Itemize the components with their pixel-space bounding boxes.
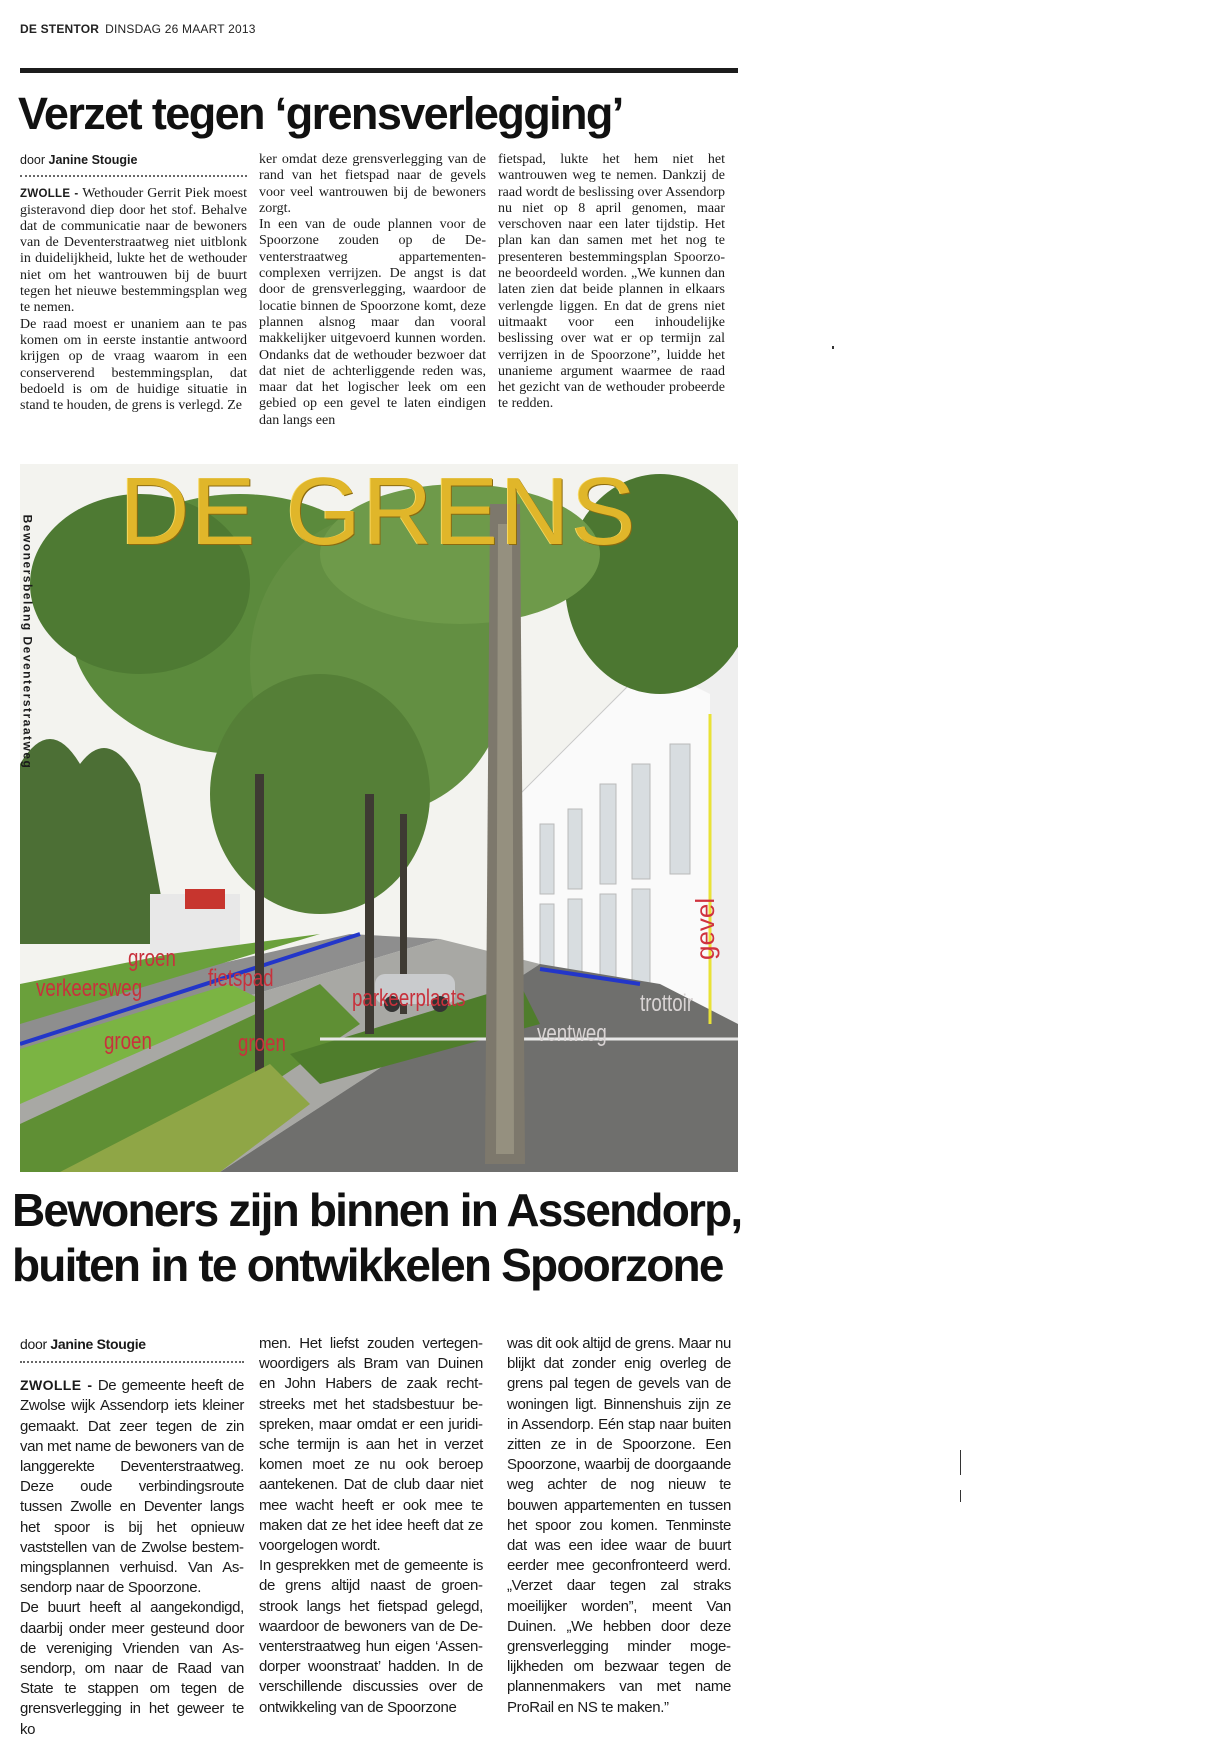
article1-paragraph: ker omdat deze grensverlegging van de rand van het fietspad naar de gevels voor veel wantrouwen bij de bewoners zorgt. [259,152,486,216]
top-rule [20,68,738,73]
article1-column-2 [259,152,486,429]
article1-headline: Verzet tegen ‘grensverlegging’ [18,88,623,139]
scan-mark [960,1490,961,1502]
article2-paragraph: In gesprekken met de gemeente is de grens altijd naast de groenstrook langs het fietspad gelegd, waardoor de bewoners van de Deventerstraatweg hun eigen ‘Assendorper woonstraat’ hadden. In de verschillende discussies over de ontwikkeling van de Spoorzone [259,1557,483,1716]
article1-paragraph [20,186,247,316]
article1-byline [20,152,247,168]
byline-prefix: door [20,1336,47,1352]
scan-mark [832,346,834,349]
label-gevel: gevel [690,897,720,960]
article2-column-2 [259,1334,483,1718]
byline-prefix: door [20,153,46,167]
masthead [20,22,256,36]
scan-mark [960,1450,961,1475]
article1-paragraph: fietspad, lukte het hem niet het wantrouwen weg te nemen. Dankzij de raad wordt de beslissing over Assendorp nu niet op 8 april genomen, maar verschoven naar een later tijdstip. Het plan kan dan samen met het nog te presenteren bestemmingsplan Spoorzone beoordeeld worden. „We kunnen dan laten zien dat beide plannen in elkaars verlengde liggen. En dat de grens niet uitmaakt voor een inhoudelijke beslissing over wat er op termijn zal verrijzen in de Spoorzone”, luidde het unanieme argument waarmee de raad het gezicht van de wethouder probeerde te redden. [498,152,725,412]
dateline: ZWOLLE - [20,188,79,201]
byline-author: Janine Stougie [50,1336,146,1352]
byline-divider [20,175,247,177]
label-verkeersweg: verkeersweg [36,975,143,1002]
paragraph-text: Wethouder Gerrit Piek moest gisteravond diep door het stof. Behalve dat de communicatie naar de bewoners van de Deventerstraatweg niet uitblonk in duidelijkheid, lukte het de wethouder niet om het wantrouwen bij de buurt tegen het nieuwe bestemmingsplan weg te nemen. [20,186,248,316]
article2-paragraph: was dit ook altijd de grens. Maar nu blijkt dat zonder enig overleg de grens pal tegen de gevels van de woningen ligt. Binnenshuis zijn ze in Assendorp. Eén stap naar buiten zitten ze in de Spoorzone. Een Spoorzone, waarbij de doorgaande weg achter de nog nieuw te bouwen appartementen en tussen het spoor zou komen. Tenminste dat was een idee waar de buurt eerder mee geconfronteerd werd. „Verzet daar tegen zal straks moeilijker worden”, meent Van Duinen. „We hebben door deze grensverlegging minder mogelijkheden om bezwaar tegen de plannenmakers van met name ProRail en NS te maken.” [507,1335,731,1716]
photo-title: DE GRENS [120,458,638,565]
issue-date: DINSDAG 26 MAART 2013 [105,22,256,36]
label-groen-left: groen [104,1028,152,1055]
byline-divider [20,1361,244,1363]
byline-author: Janine Stougie [48,153,138,167]
article2-headline-line2: buiten in te ontwikkelen Spoorzone [12,1239,723,1291]
article2-paragraph: De buurt heeft al aangekondigd, daarbij onder meer gesteund door de vereniging Vrienden van Assendorp, om naar de Raad van State te stappen om tegen de grensverlegging in het geweer te ko [20,1599,244,1738]
street-illustration [20,458,738,1172]
paragraph-text: De gemeente heeft de Zwolse wijk Assendorp iets kleiner gemaakt. Dat zeer tegen de zin van met name de bewoners van de langgerekte Deventerstraatweg. Deze oude verbindingsroute tussen Zwolle en Deventer langs het spoor is bij het opnieuw vaststellen van de Zwolse bestemmingsplannen verhuisd. Van Assendorp naar de Spoorzone. [20,1377,244,1597]
dateline: ZWOLLE - [20,1377,93,1394]
photo-credit [22,485,36,800]
article1-paragraph: De raad moest er unaniem aan te pas komen om in eerste instantie antwoord krijgen op de vraag waarom in een conserverend bestemmingsplan, dat bedoeld is om de huidige situatie in stand te houden, de grens is verlegd. Ze [20,316,247,414]
article2-byline [20,1334,244,1354]
article2-column-1 [20,1334,244,1740]
photo-credit-text: Bewonersbelang Deventerstraatweg [20,514,35,770]
article2-headline [12,1183,747,1293]
article2-column-3 [507,1334,731,1718]
article1-column-3 [498,152,725,413]
article1-body [20,152,738,450]
label-ventweg: ventweg [537,1020,607,1047]
article2-paragraph: men. Het liefst zouden vertegenwoordigers als Bram van Duinen en John Habers de zaak rechtstreeks met het stadsbestuur bespreken, maar omdat er een juridische termijn is aan het in verzet komen moet ze nu ook beroep aantekenen. Dat de club daar niet mee wacht heeft er ook mee te maken dat ze het idee heeft dat ze voorgelogen wordt. [259,1335,483,1555]
street-photo [20,458,738,1172]
article2-body [20,1334,738,1738]
article1-paragraph: In een van de oude plannen voor de Spoorzone zouden op de Deventerstraatweg appartementencomplexen verrijzen. De angst is dat door de grensverlegging, waardoor de locatie binnen de Spoorzone komt, deze plannen alsnog maar dan vooral makkelijker uitgevoerd kunnen worden. Ondanks dat de wethouder bezwoer dat dat niet de achterliggende reden was, maar dat het logischer leek om een gebied op een gevel te laten eindigen dan langs een [259,217,486,428]
label-trottoir: trottoir [640,990,694,1017]
label-fietspad: fietspad [208,965,274,992]
label-parkeerplaats: parkeerplaats [352,985,466,1012]
newspaper-name: DE STENTOR [20,22,100,36]
label-groen-top: groen [128,945,176,972]
article2-headline-line1: Bewoners zijn binnen in Assendorp, [12,1184,742,1236]
label-groen-mid: groen [238,1030,286,1057]
article2-paragraph [20,1375,244,1598]
article1-column-1 [20,152,247,414]
